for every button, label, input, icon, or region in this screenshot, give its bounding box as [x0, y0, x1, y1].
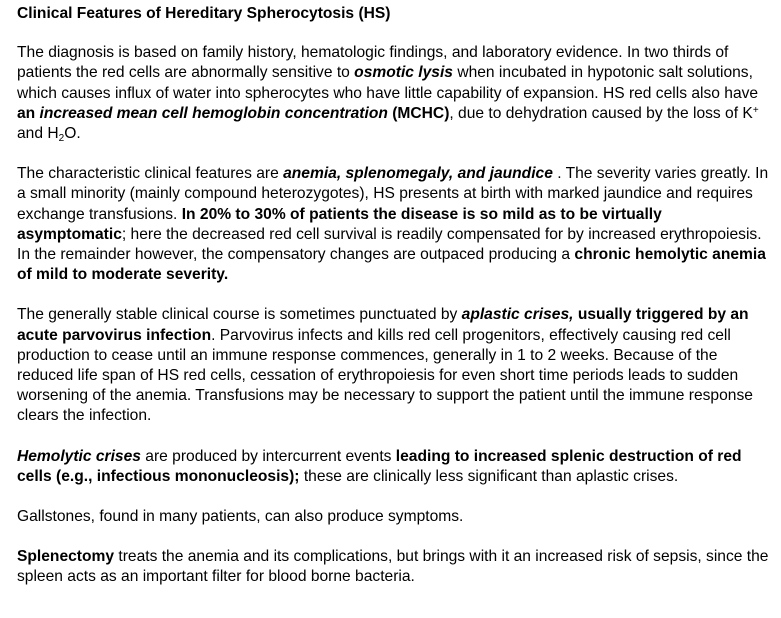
emphasis-osmotic-lysis: osmotic lysis [354, 64, 453, 82]
text-span: treats the anemia and its complications, but brings with it an increased risk of sepsis, since the spleen acts as an important filter for blood borne bacteria. [17, 548, 769, 586]
paragraph-gallstones [17, 507, 771, 527]
bold-text: usually triggered by an acute parvovirus infection [17, 306, 749, 344]
text-span: and H [17, 125, 59, 143]
superscript: + [752, 104, 759, 116]
emphasis-mchc: increased mean cell hemoglobin concentration [39, 104, 388, 122]
bold-text: (MCHC) [387, 104, 450, 122]
text-span: . Parvovirus infects and kills red cell progenitors, effectively causing red cell production to cease until an immune response commences, generally in 1 to 2 weeks. Because of the reduced life span of HS red cells, cessation of erythropoiesis for even short time periods leads to sudden worsening of the anemia. Transfusions may be necessary to support the patient until the immune response clears the infection. [17, 326, 753, 425]
paragraph-aplastic-crises [17, 305, 771, 426]
text-span: , due to dehydration caused by the loss of K [449, 104, 753, 122]
emphasis-triad: anemia, splenomegaly, and jaundice [283, 165, 553, 183]
bold-text: Splenectomy [17, 548, 115, 566]
paragraph-clinical-features [17, 164, 771, 285]
text-span: when incubated in hypotonic salt solutions, which causes influx of water into spherocytes who have little capability of expansion. HS red cells also have [17, 64, 759, 102]
emphasis-aplastic-crises: aplastic crises, [461, 306, 574, 324]
text-span: O. [64, 125, 81, 143]
bold-text: an [17, 104, 40, 122]
bold-text: leading to increased splenic destruction of red cells (e.g., infectious mononucleosis); [17, 447, 742, 485]
text-span: ; here the decreased red cell survival is readily compensated for by increased erythropoiesis. In the remainder however, the compensatory changes are outpaced producing a [17, 225, 762, 264]
text-span: these are clinically less significant than aplastic crises. [299, 467, 679, 485]
text-span: . The severity varies greatly. In a small minority (mainly compound heterozygotes), HS presents at birth with marked jaundice and requires exchange transfusions. [17, 165, 769, 223]
text-span: The characteristic clinical features are [17, 165, 284, 183]
document-title: Clinical Features of Hereditary Spherocytosis (HS) [17, 5, 391, 22]
paragraph-diagnosis [17, 43, 771, 144]
bold-text: In 20% to 30% of patients the disease is so mild as to be virtually asymptomatic [17, 205, 662, 243]
text-span: are produced by intercurrent events [140, 447, 396, 465]
text-span: The diagnosis is based on family history, hematologic findings, and laboratory evidence. In two thirds of patients the red cells are abnormally sensitive to [17, 44, 729, 82]
text-span: Gallstones, found in many patients, can also produce symptoms. [17, 508, 464, 526]
bold-text: chronic hemolytic anemia of mild to moderate severity. [17, 246, 766, 284]
paragraph-splenectomy [17, 547, 771, 587]
paragraph-hemolytic-crises [17, 447, 771, 487]
emphasis-hemolytic-crises: Hemolytic crises [17, 447, 141, 465]
subscript: 2 [58, 133, 65, 145]
text-span: The generally stable clinical course is sometimes punctuated by [17, 306, 462, 324]
